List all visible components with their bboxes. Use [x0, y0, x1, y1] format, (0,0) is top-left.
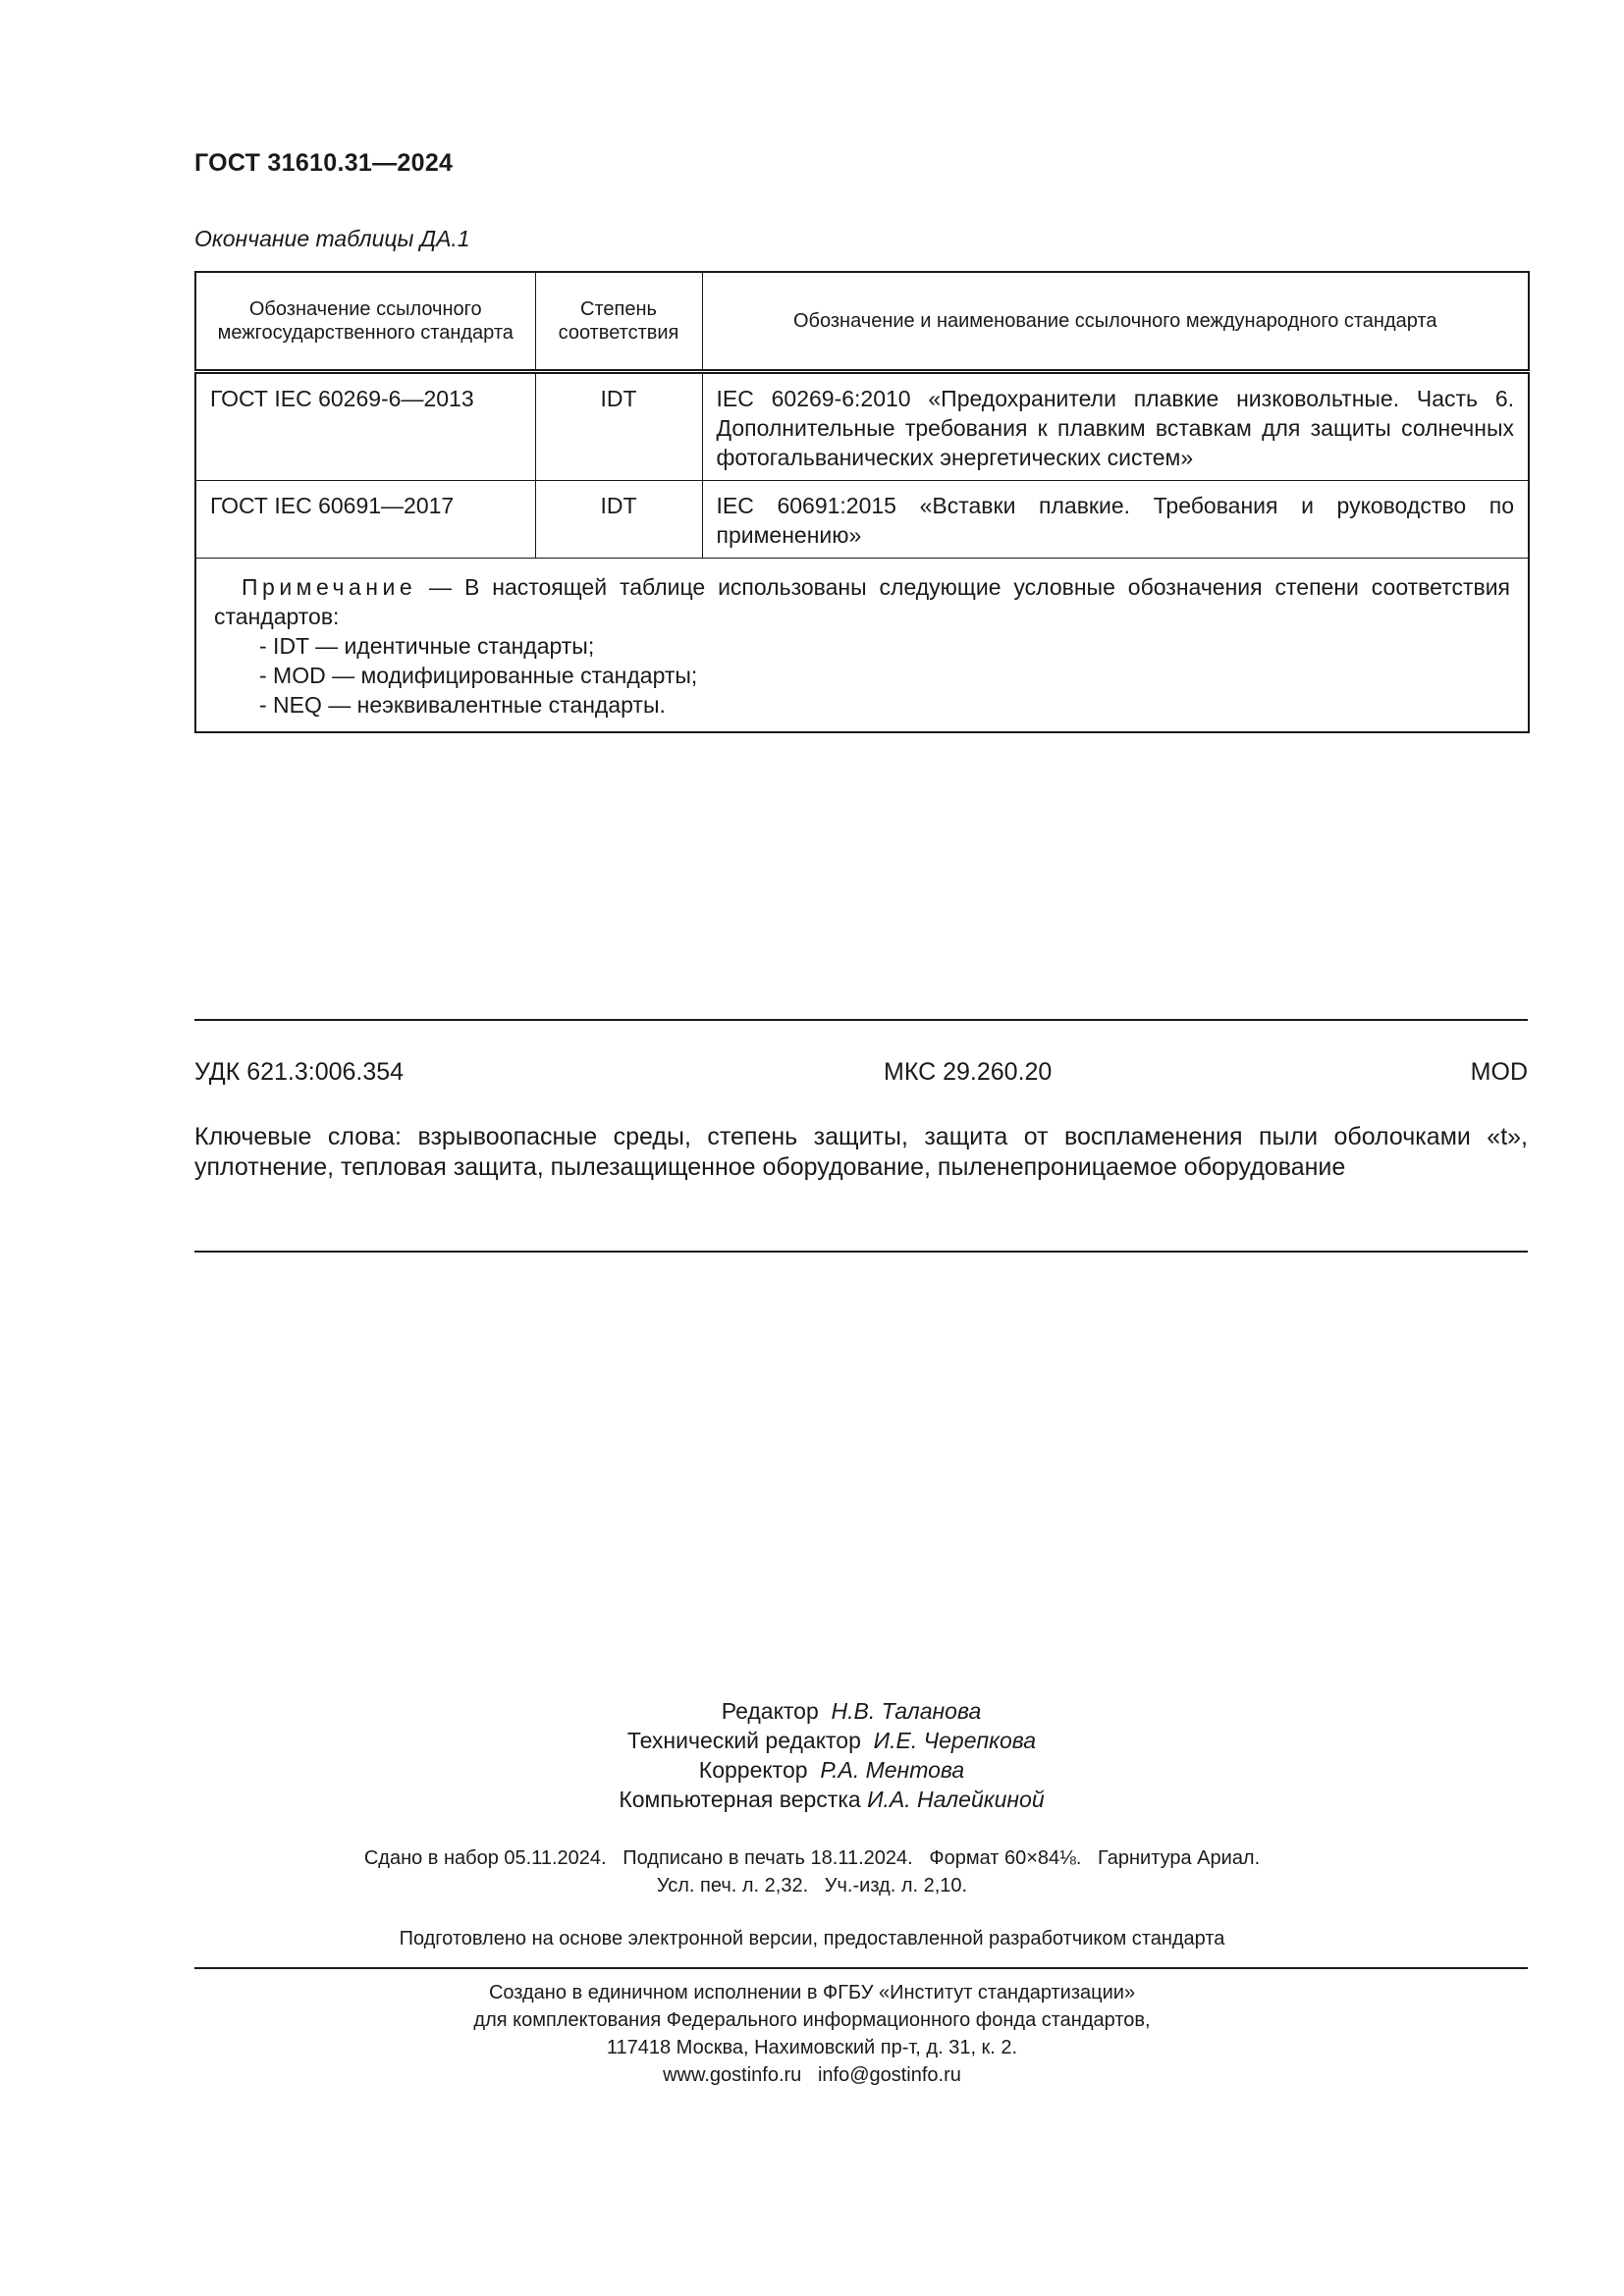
divider-middle: [194, 1251, 1528, 1253]
table-row: [195, 372, 1529, 481]
imprint-block: [0, 1844, 1624, 1899]
mks-code: МКС 29.260.20: [884, 1058, 1053, 1086]
cell-gost: ГОСТ IEC 60269-6—2013: [195, 372, 535, 481]
table-row: [195, 481, 1529, 559]
credit-tech-editor: Технический редактор И.Е. Черепкова: [626, 1728, 1037, 1753]
publisher-line-1: Создано в единичном исполнении в ФГБУ «Институт стандартизации»: [488, 1982, 1136, 2003]
cell-degree: IDT: [535, 481, 702, 559]
divider-bottom: [194, 1967, 1528, 1969]
note-item-mod: - MOD — модифицированные стандарты;: [259, 663, 698, 688]
column-header-intl: Обозначение и наименование ссылочного международного стандарта: [702, 272, 1529, 372]
divider-top: [194, 1019, 1528, 1021]
credit-editor: Редактор Н.В. Таланова: [721, 1698, 982, 1724]
keywords-text: Ключевые слова: взрывоопасные среды, степень защиты, защита от воспламенения пыли оболочками «t», уплотнение, тепловая защита, пылезащищенное оборудование, пыленепроницаемое оборудование: [194, 1123, 1528, 1181]
degree-code: MOD: [1470, 1058, 1528, 1086]
note-label: Примечание: [242, 574, 417, 600]
cell-intl: IEC 60269-6:2010 «Предохранители плавкие низковольтные. Часть 6. Дополнительные требования к плавким вставкам для защиты солнечных фотогальванических энергетических систем»: [702, 372, 1529, 481]
document-code: ГОСТ 31610.31—2024: [194, 149, 454, 177]
table-note-row: [195, 559, 1529, 733]
prepared-line: Подготовлено на основе электронной версии, предоставленной разработчиком стандарта: [399, 1928, 1225, 1949]
imprint-line-2: Усл. печ. л. 2,32. Уч.-изд. л. 2,10.: [656, 1875, 968, 1896]
publisher-line-3: 117418 Москва, Нахимовский пр-т, д. 31, к. 2.: [606, 2037, 1018, 2058]
note-item-idt: - IDT — идентичные стандарты;: [259, 633, 595, 659]
note-item-neq: - NEQ — неэквивалентные стандарты.: [259, 692, 666, 718]
publisher-contacts: www.gostinfo.ru info@gostinfo.ru: [663, 2064, 961, 2086]
imprint-line-1: Сдано в набор 05.11.2024. Подписано в печать 18.11.2024. Формат 60×84⅛. Гарнитура Ариал.: [363, 1847, 1261, 1869]
credit-layout: Компьютерная верстка И.А. Налейкиной: [619, 1787, 1045, 1812]
column-header-degree: Степень соответствия: [535, 272, 702, 372]
table-caption: Окончание таблицы ДА.1: [194, 226, 470, 251]
publisher-line-2: для комплектования Федерального информационного фонда стандартов,: [473, 2009, 1151, 2031]
udk-code: УДК 621.3:006.354: [194, 1058, 405, 1086]
table-note: [195, 559, 1529, 733]
cell-gost: ГОСТ IEC 60691—2017: [195, 481, 535, 559]
publisher-block: [0, 1979, 1624, 2089]
prepared-note: [0, 1925, 1624, 1952]
note-text: — В настоящей таблице использованы следующие условные обозначения степени соответствия стандартов:: [214, 574, 1510, 629]
cell-degree: IDT: [535, 372, 702, 481]
credit-corrector: Корректор Р.А. Ментова: [698, 1757, 965, 1783]
column-header-gost: Обозначение ссылочного межгосударственного стандарта: [195, 272, 535, 372]
note-heading: [214, 572, 1510, 631]
references-table: [194, 271, 1530, 733]
table-header-row: [195, 272, 1529, 372]
credits-block: [0, 1696, 1624, 1814]
cell-intl: IEC 60691:2015 «Вставки плавкие. Требования и руководство по применению»: [702, 481, 1529, 559]
